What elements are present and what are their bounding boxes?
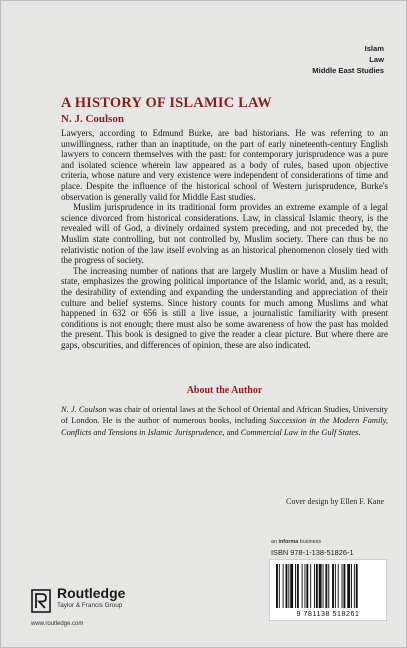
about-author-text (61, 404, 388, 438)
subject-categories (312, 43, 384, 76)
barcode (269, 559, 387, 621)
book-author: N. J. Coulson (61, 113, 124, 125)
subject-middle-east-studies: Middle East Studies (312, 66, 384, 75)
barcode-digits: 9 781138 518261 (296, 611, 360, 618)
informa-brand: informa (278, 539, 299, 545)
subject-islam: Islam (364, 44, 384, 53)
blurb-paragraph-2: Muslim jurisprudence in its traditional form provides an extreme example of a legal science divorced from historical considerations. Law, in classical Islamic theory, is the revealed will of God, a divinely ordained system preceding, and not preceded by, the Muslim state controlling, but not controlled by, Muslim society. There can thus be no relativistic notion of the law itself evolving as an historical phenomenon closely tied with the progress of society. (61, 202, 388, 266)
informa-suffix: business (298, 539, 322, 545)
about-text-part-1: was chair of oriental laws at the School of Oriental and African Studies, University of London. He is the author of numerous books, including (61, 405, 388, 426)
informa-prefix: an (271, 539, 279, 545)
routledge-logo-icon (31, 589, 51, 613)
subject-law: Law (369, 55, 384, 64)
publisher-group: Taylor & Francis Group (57, 602, 123, 609)
blurb (61, 128, 388, 350)
about-text-part-3: . (358, 427, 361, 437)
blurb-paragraph-3: The increasing number of nations that are largely Muslim or have a Muslim head of state, emphasizes the growing political importance of the Islamic world, and, as a result, the desirability of extending and expanding the understanding and appreciation of their culture and belief systems. Since history counts for much among Muslims and what happened in 632 or 656 is still a live issue, a journalistic familiarity with present conditions is not enough; there must also be some awareness of how the past has molded the present. This book is designed to give the reader a clear picture. But where there are gaps, obscurities, and differences of opinion, these are also indicated. (61, 265, 388, 350)
barcode-bars (276, 564, 380, 608)
about-book-title-2: Commercial Law in the Gulf States (240, 427, 359, 437)
informa-business-tag (271, 539, 321, 545)
about-book-titles-1: Succession in the Modern Family, Conflicts and Tensions in Islamic Jurisprudence, (61, 416, 388, 437)
isbn-label: ISBN 978-1-138-51826-1 (271, 548, 354, 557)
publisher-url: www.routledge.com (31, 621, 84, 627)
book-title: A HISTORY OF ISLAMIC LAW (61, 95, 272, 111)
cover-design-credit: Cover design by Ellen F. Kane (285, 497, 384, 506)
about-text-part-2: and (224, 427, 241, 437)
publisher-name: Routledge (57, 585, 126, 601)
blurb-paragraph-1: Lawyers, according to Edmund Burke, are bad historians. He was referring to an unwillingness, rather than an inaptitude, on the part of early nineteenth-century English lawyers to concern themselves with the past: for contemporary jurisprudence was a pure and isolated science wherein law appeared as a body of rules, based upon objective criteria, whose nature and very existence were independent of considerations of time and place. Despite the influence of the historical school of Western jurisprudence, Burke's observation is generally valid for Middle East studies. (61, 128, 388, 202)
about-author-name: N. J. Coulson (61, 405, 107, 414)
about-author-heading: About the Author (186, 385, 263, 396)
